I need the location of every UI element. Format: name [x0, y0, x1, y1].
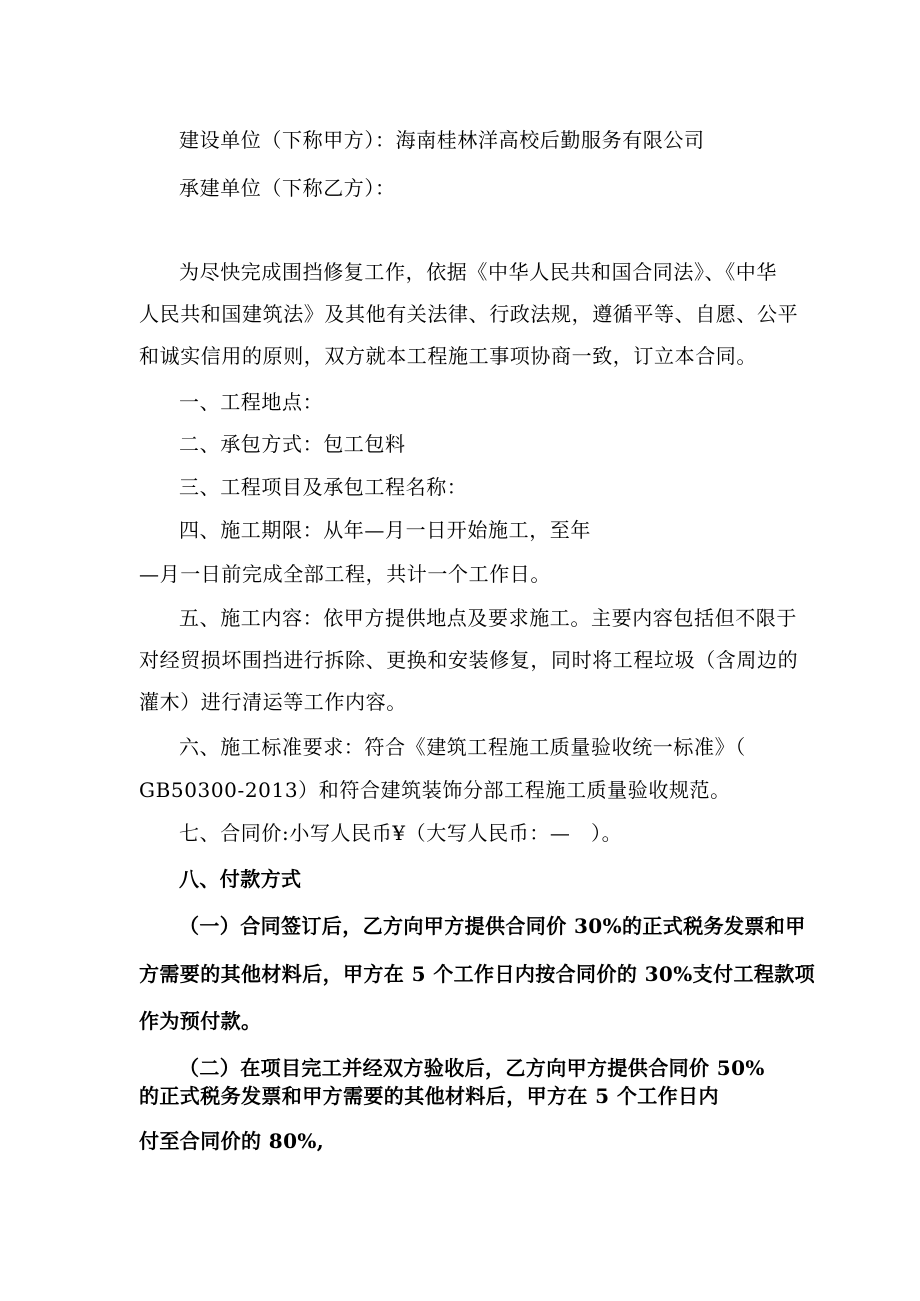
payment-item2-line-1: （二）在项目完工并经双方验收后，乙方向甲方提供合同价 50%	[179, 1056, 765, 1080]
payment-item2-line-2: 的正式税务发票和甲方需要的其他材料后，甲方在 5 个工作日内	[139, 1084, 719, 1108]
clause-location: 一、工程地点：	[179, 390, 324, 414]
clause-standard-line-1: 六、施工标准要求：符合《建筑工程施工质量验收统一标准》（	[179, 735, 746, 759]
contractor-line: 承建单位（下称乙方）：	[179, 176, 396, 200]
builder-line: 建设单位（下称甲方）：海南桂林洋高校后勤服务有限公司	[179, 128, 705, 152]
clause-project: 三、工程项目及承包工程名称：	[179, 475, 468, 499]
payment-title: 八、付款方式	[179, 867, 302, 891]
clause-standard-line-2: GB50300-2013）和符合建筑装饰分部工程施工质量验收规范。	[139, 778, 731, 802]
payment-item1-line-3: 作为预付款。	[139, 1009, 262, 1033]
payment-item1-line-1: （一）合同签订后，乙方向甲方提供合同价 30%的正式税务发票和甲	[179, 914, 806, 938]
clause-content-line-2: 对经贸损坏围挡进行拆除、更换和安装修复，同时将工程垃圾（含周边的	[139, 648, 799, 672]
preamble-line-1: 为尽快完成围挡修复工作，依据《中华人民共和国合同法》、《中华	[179, 260, 777, 284]
preamble-line-2: 人民共和国建筑法》及其他有关法律、行政法规，遵循平等、自愿、公平	[139, 302, 799, 326]
clause-period-line-2: —月一日前完成全部工程，共计一个工作日。	[139, 562, 551, 586]
clause-content-line-3: 灌木）进行清运等工作内容。	[139, 690, 407, 714]
payment-item1-line-2: 方需要的其他材料后，甲方在 5 个工作日内按合同价的 30%支付工程款项	[139, 962, 816, 986]
clause-method: 二、承包方式：包工包料	[179, 432, 406, 456]
clause-content-line-1: 五、施工内容：依甲方提供地点及要求施工。主要内容包括但不限于	[179, 606, 797, 630]
clause-period-line-1: 四、施工期限：从年—月一日开始施工，至年	[179, 518, 591, 542]
payment-item2-line-3: 付至合同价的 80%,	[139, 1129, 325, 1153]
clause-price: 七、合同价:小写人民币¥（大写人民币：— ）。	[179, 821, 623, 845]
preamble-line-3: 和诚实信用的原则，双方就本工程施工事项协商一致，订立本合同。	[139, 344, 757, 368]
